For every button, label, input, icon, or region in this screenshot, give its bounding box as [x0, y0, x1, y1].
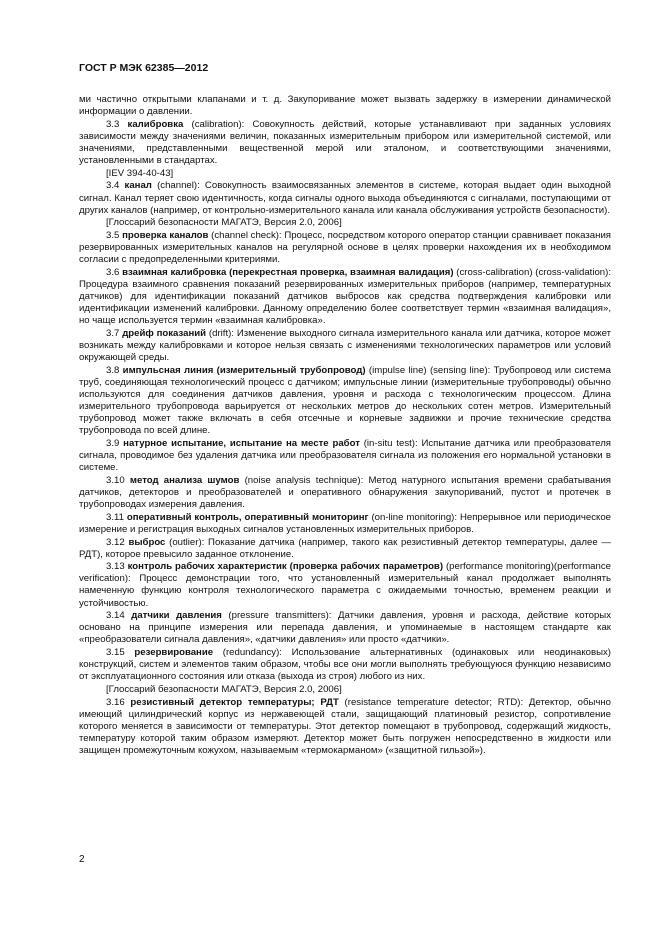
reference-line: [79, 168, 611, 180]
defined-term: выброс: [128, 536, 166, 548]
clause-number: 3.9: [106, 437, 120, 449]
paragraph-text: (redundancy): Использование альтернативных (одинаковых или неодинаковых) конструкций, систем и элементов таким образом, чтобы все они могли выполнять требующуюся функцию независимо от эксплуатационного состояния или отказа (выхода из строя) любого из них.: [79, 647, 611, 683]
paragraph-text: [Глоссарий безопасности МАГАТЭ, Версия 2.0, 2006]: [106, 217, 342, 229]
definition-paragraph: [79, 647, 611, 683]
definition-paragraph: [79, 328, 611, 364]
paragraph-text: (cross-calibration) (cross-validation): Процедура взаимного сравнения показаний резервированных измерительных приборов (например, температурных датчиков) для идентификации показаний датчиков выбросов как средства подтверждения калибровки или идентификации изменений калибровки. Данному определению более соответствует термин «взаимная валидация», но чаще используется термин «взаимная калибровка».: [79, 266, 612, 327]
definition-paragraph: [79, 438, 611, 474]
paragraph-text: (resistance temperature detector; RTD): Детектор, обычно имеющий цилиндрический корпус из нержавеющей стали, защищающий платиновый резистор, сопротивление которого меняется в зависимости от температуры. Этот детектор помещают в трубопровод, содержащий жидкость, температуру которой таким образом измеряют. Детектор может быть погружен непосредственно в жидкости или защищен промежуточным кожухом, называемым «термокарманом» («защитной гильзой»).: [79, 696, 611, 757]
definition-paragraph: [79, 610, 611, 646]
defined-term: оперативный контроль, оперативный мониторинг: [126, 511, 369, 523]
paragraph-text: (outlier): Показание датчика (например, такого как резистивный детектор температуры, далее — РДТ), которое превысило заданное отклонение.: [79, 536, 611, 560]
paragraph-text: (on-line monitoring): Непрерывное или периодическое измерение и регистрация выходных сигналов установленных измерительных приборов.: [79, 511, 611, 535]
defined-term: резистивный детектор температуры; РДТ: [130, 696, 339, 708]
defined-term: резервирование: [134, 647, 214, 659]
clause-number: 3.15: [106, 647, 125, 659]
definition-paragraph: [79, 180, 611, 216]
definition-paragraph: [79, 267, 611, 327]
clause-number: 3.4: [106, 180, 120, 192]
paragraph-text: (impulse line) (sensing line): Трубопровод или система труб, соединяющая технологический процесс с датчиком; импульсные линии (измерительные трубопроводы) обычно используются для соединения датчиков давления, уровня и расхода с технологическим процессом. Длина измерительного трубопровода варьируется от нескольких метров до нескольких сотен метров. Измерительный трубопровод может также включать в себя отсечные и корневые задвижки и прочие технические средства трубопровода по всей длине.: [79, 364, 611, 437]
paragraph-text: (pressure transmitters): Датчики давления, уровня и расхода, действие которых основано на принципе измерения или перепада давления, и упоминаемые в настоящем стандарте как «преобразователи сигнала давления», «датчики давления» или просто «датчики».: [79, 610, 612, 646]
paragraph-text: [IEV 394-40-43]: [106, 167, 174, 179]
clause-number: 3.5: [106, 230, 120, 241]
paragraph-text: (noise analysis technique): Метод натурного испытания времени срабатывания датчиков, детекторов и преобразователей и оперативного обнаружения закупориваний, пустот и протечек в трубопроводах измерения давления.: [79, 474, 611, 511]
definition-paragraph: [79, 119, 611, 167]
defined-term: взаимная калибровка (перекрестная проверка, взаимная валидация): [122, 266, 454, 278]
definition-paragraph: [79, 230, 611, 266]
definition-paragraph: [79, 475, 611, 511]
defined-term: датчики давления: [131, 610, 222, 622]
clause-number: 3.14: [106, 610, 125, 622]
page-number: 2: [79, 854, 85, 865]
defined-term: контроль рабочих характеристик (проверка рабочих параметров): [127, 561, 444, 573]
definition-paragraph: [79, 561, 611, 609]
clause-number: 3.12: [106, 536, 125, 548]
defined-term: проверка каналов: [122, 230, 209, 241]
paragraph-text: (channel check): Процесс, посредством которого оператор станции сравнивает показания резервированных измерительных каналов на регулярной основе в целях проверки нахождения их в необходимом согласии с предопределенными критериями.: [79, 230, 611, 266]
definition-paragraph: [79, 512, 611, 536]
paragraph-text: (in-situ test): Испытание датчика или преобразователя сигнала, проводимое без удаления датчика или преобразователя сигнала из положения его нормальной установки в системе.: [79, 437, 611, 474]
paragraph-text: [Глоссарий безопасности МАГАТЭ, Версия 2.0, 2006]: [106, 684, 342, 695]
definition-paragraph: [79, 365, 611, 438]
defined-term: натурное испытание, испытание на месте работ: [123, 437, 360, 449]
clause-number: 3.7: [106, 327, 120, 339]
document-body: [79, 94, 611, 758]
defined-term: дрейф показаний: [122, 327, 207, 339]
document-header: ГОСТ Р МЭК 62385—2012: [79, 62, 209, 74]
defined-term: импульсная линия (измерительный трубопровод): [122, 364, 366, 376]
paragraph-text: (performance monitoring)(performance verification): Процесс демонстрации того, что установленный измерительный канал продолжает выполнять намеченную функцию контроля технологического параметра с ожидаемыми точностью, временем реакции и устойчивостью.: [79, 561, 611, 609]
defined-term: метод анализа шумов: [129, 474, 240, 486]
paragraph-text: ми частично открытыми клапанами и т. д. Закупоривание может вызвать задержку в измерении динамической информации о давлении.: [79, 94, 611, 118]
clause-number: 3.16: [106, 696, 125, 708]
clause-number: 3.10: [106, 474, 125, 486]
clause-number: 3.8: [106, 364, 120, 376]
defined-term: канал: [124, 180, 152, 192]
clause-number: 3.3: [106, 118, 120, 130]
paragraph-text: (drift): Изменение выходного сигнала измерительного канала или датчика, которое может возникать между калибровками и которое нельзя связать с изменениями технологических параметров или условий окружающей среды.: [79, 327, 611, 364]
defined-term: калибровка: [127, 118, 184, 130]
paragraph-text: (calibration): Совокупность действий, которые устанавливают при заданных условиях зависимости между значениями величин, показанных измерительным прибором или измерительной системой, или значениями, представленными вещественной мерой или эталоном, и соответствующими значениями, установленными в стандартах.: [79, 118, 611, 167]
paragraph-text: (channel): Совокупность взаимосвязанных элементов в системе, которая выдает один выходной сигнал. Канал теряет свою идентичность, когда сигналы одного выхода объединяются с сигналами, поступающими от других каналов (например, от контрольно-измерительного канала или канала обслуживания устройств безопасности).: [79, 180, 611, 216]
clause-number: 3.13: [106, 561, 125, 573]
reference-line: [79, 684, 611, 696]
text-paragraph: [79, 94, 611, 118]
definition-paragraph: [79, 697, 611, 757]
reference-line: [79, 217, 611, 229]
definition-paragraph: [79, 537, 611, 561]
clause-number: 3.6: [106, 266, 120, 278]
clause-number: 3.11: [106, 511, 124, 523]
